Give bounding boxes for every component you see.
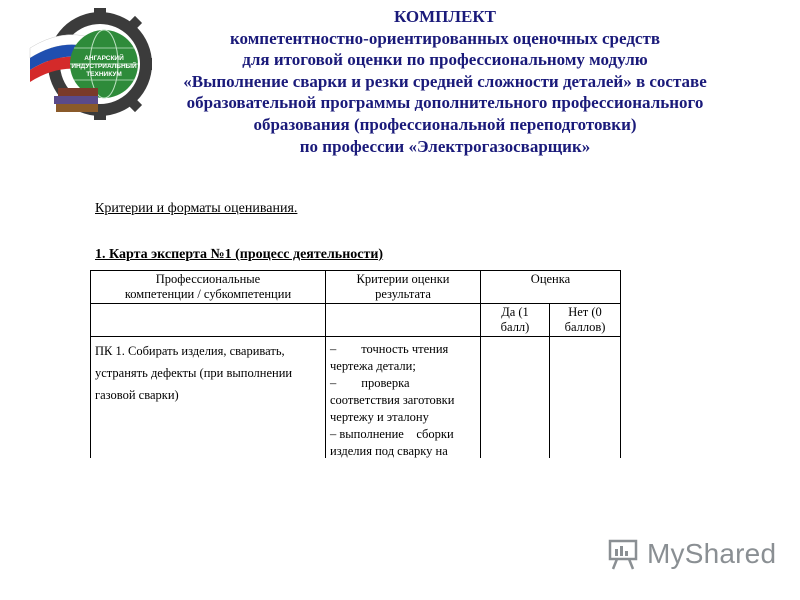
criteria-line: – точность чтения [330,342,449,356]
header-line: КОМПЛЕКТ [393,7,497,26]
header-yes-line: балл) [500,320,530,334]
criteria-line: – выполнение сборки [330,427,454,441]
empty-cell [326,304,481,337]
competence-line: устранять дефекты (при выполнении [95,366,293,380]
competence-line: ПК 1. Собирать изделия, сваривать, [95,344,285,358]
table-row [91,337,621,479]
criteria-line: соответствия заготовки [330,393,455,407]
presentation-board-icon [607,537,641,571]
header-no-line: баллов) [564,320,606,334]
header-competences-line: компетенции / субкомпетенции [124,287,292,301]
criteria-line: изделия под сварку на [330,444,448,458]
header-line: по профессии «Электрогазосварщик» [299,136,591,156]
criteria-line: чертежа детали; [330,359,416,373]
criteria-line: – проверка [330,376,410,390]
header-score [481,271,621,304]
logo-text-line-1: АНГАРСКИЙ [84,55,124,62]
header-criteria-line: результата [375,287,431,301]
criteria-line: чертежу и эталону [330,410,429,424]
criteria-section [95,200,635,217]
header-competences-line: Профессиональные [155,272,261,286]
empty-cell [91,304,326,337]
criteria-title: Критерии и форматы оценивания. [95,201,298,216]
header-line: для итоговой оценки по профессиональному модулю [242,50,648,70]
header-score-label: Оценка [530,272,571,286]
expert-card-title: 1. Карта эксперта №1 (процесс деятельности) [95,247,384,262]
header-line: компетентностно-ориентированных оценочных средств [229,28,660,48]
header-criteria-line: Критерии оценки [356,272,450,286]
watermark-text: MyShared [647,538,777,569]
watermark [607,536,776,572]
table-header-row [91,271,621,304]
header-line: образования (профессиональной переподготовки) [253,114,637,134]
table-subheader-row [91,304,621,337]
header-line: «Выполнение сварки и резки средней сложности деталей» в составе [183,71,707,91]
books-icon [54,88,98,112]
header-yes-line: Да (1 [501,305,529,319]
competence-cell [91,337,326,479]
expert-card-table [90,270,621,478]
competence-line: газовой сварки) [95,388,179,402]
yes-score-cell [481,337,550,479]
header-yes [481,304,550,337]
header-no-line: Нет (0 [568,305,602,319]
criteria-cell [326,337,481,479]
header-competences [91,271,326,304]
header-no [550,304,621,337]
page-cutoff [80,458,640,598]
header-line: образовательной программы дополнительного профессионального [186,93,704,113]
document-header [120,6,770,157]
logo-text-line-3: ТЕХНИКУМ [86,71,122,78]
no-score-cell [550,337,621,479]
header-criteria [326,271,481,304]
logo-text-line-2: ИНДУСТРИАЛЬНЫЙ [71,63,137,70]
